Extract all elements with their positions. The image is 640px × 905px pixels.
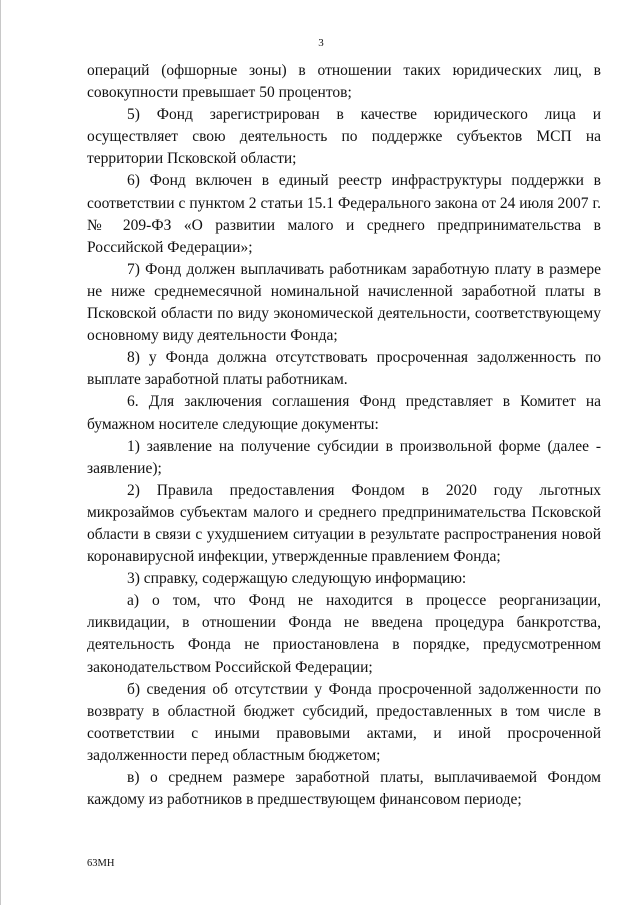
paragraph-sub-v: в) о среднем размере заработной платы, выплачиваемой Фондом каждому из работников в предшествующем финансовом периоде; <box>87 769 601 809</box>
document-body <box>87 60 601 811</box>
paragraph-continuation: операций (офшорные зоны) в отношении таких юридических лиц, в совокупности превышает 50 процентов; <box>87 62 601 102</box>
paragraph-sub-a: а) о том, что Фонд не находится в процессе реорганизации, ликвидации, в отношении Фонда не введена процедура банкротства, деятельность Фонда не приостановлена в порядке, предусмотренном законодательством Российской Федерации; <box>87 592 601 676</box>
paragraph-doc-1: 1) заявление на получение субсидии в произвольной форме (далее - заявление); <box>87 437 601 477</box>
paragraph-doc-3: 3) справку, содержащую следующую информацию: <box>127 570 467 588</box>
paragraph-sub-b: б) сведения об отсутствии у Фонда просроченной задолженности по возврату в областной бюджет субсидий, предоставленных в том числе в соответствии с иными правовыми актами, и иной просроченной задолженности перед областным бюджетом; <box>87 680 601 764</box>
paragraph-doc-2: 2) Правила предоставления Фондом в 2020 году льготных микрозаймов субъектам малого и среднего предпринимательства Псковской области в связи с ухудшением ситуации в результате распространения новой коронавирусной инфекции, утвержденные правлением Фонда; <box>87 481 601 566</box>
paragraph-item-6: 6) Фонд включен в единый реестр инфраструктуры поддержки в соответствии с пунктом 2 статьи 15.1 Федерального закона от 24 июля 2007 г. № 209-ФЗ «О развитии малого и среднего предпринимательства в Российской Федерации»; <box>87 172 601 256</box>
paragraph-section-6: 6. Для заключения соглашения Фонд представляет в Комитет на бумажном носителе следующие документы: <box>87 393 601 433</box>
page-number: 3 <box>318 37 324 49</box>
paragraph-item-7: 7) Фонд должен выплачивать работникам заработную плату в размере не ниже среднемесячной номинальной начисленной заработной платы в Псковской области по виду экономической деятельности, соответствующему основному виду деятельности Фонда; <box>87 260 601 345</box>
paragraph-item-5: 5) Фонд зарегистрирован в качестве юридического лица и осуществляет свою деятельность по поддержке субъектов МСП на территории Псковской области; <box>87 106 601 168</box>
paragraph-item-8: 8) у Фонда должна отсутствовать просроченная задолженность по выплате заработной платы работникам. <box>87 349 601 389</box>
document-code: 63МН <box>87 858 115 869</box>
